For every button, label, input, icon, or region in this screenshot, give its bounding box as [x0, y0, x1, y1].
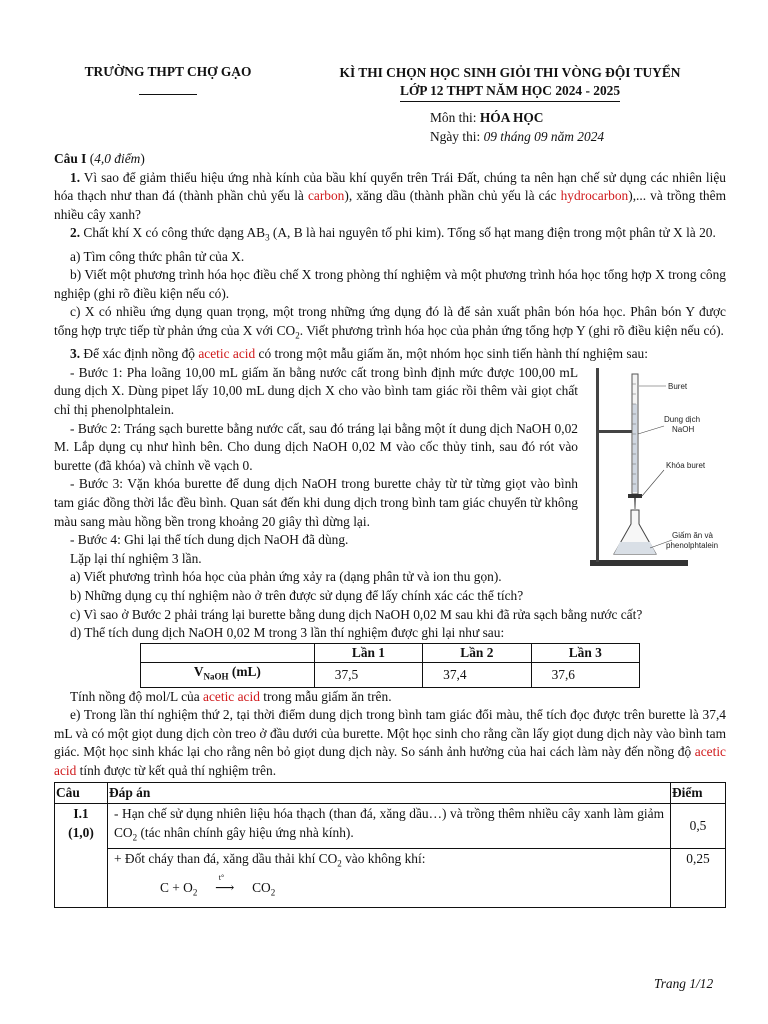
answer-2-line — [114, 850, 664, 873]
volume-table-row — [141, 663, 640, 687]
titration-apparatus-figure — [588, 364, 738, 574]
q3a-text: a) Viết phương trình hóa học của phản ứng xảy ra (dạng phân tử và ion thu gọn). — [70, 569, 502, 585]
q3b-text: b) Những dụng cụ thí nghiệm nào ở trên được sử dụng để lấy chính xác các thể tích? — [70, 588, 524, 603]
volume-table-header — [141, 643, 640, 663]
header-lan-1: Lần 1 — [314, 643, 422, 663]
answer-1-sub: 2 — [132, 832, 138, 843]
q2c-text — [54, 303, 726, 345]
eq-reactant-sub: 2 — [192, 888, 198, 898]
q3e-part-a: e) Trong lần thí nghiệm thứ 2, tại thời điểm dung dịch trong bình tam giác đổi màu, thể tích đọc được trên burette là 37,4 mL và có một giọt dung dịch còn treo ở đầu dưới của burette. Một học sinh cho rằng cần lấy giọt dung dịch này vào bình tam giác. Một học sinh khác lại cho rằng nên bỏ giọt dung dịch này. So sánh ảnh hưởng của hai cách làm này đến nồng độ — [54, 707, 726, 760]
subject-label: Môn thi: — [430, 110, 480, 125]
eq-product-sub: 2 — [270, 888, 276, 898]
reaction-arrow: t° ⟶ — [205, 879, 245, 898]
q3-text — [54, 345, 726, 364]
q2c-subscript: 2 — [295, 330, 300, 341]
q3-part-b: có trong một mẫu giấm ăn, một nhóm học sinh tiến hành thí nghiệm sau: — [255, 346, 648, 362]
answer-text-2 — [108, 849, 671, 908]
row-label-sub: NaOH — [203, 672, 229, 683]
q3e-text — [54, 706, 726, 780]
question-body — [54, 150, 726, 908]
answer-row — [55, 804, 726, 849]
row-label-unit: (mL) — [228, 664, 261, 680]
step-4: - Bước 4: Ghi lại thể tích dung dịch NaOH đã dùng. — [70, 532, 349, 548]
q1-part-c: ),... và trồng thêm nhiều cây xanh? — [54, 188, 726, 222]
date-label: Ngày thi: — [430, 129, 484, 144]
calc-part-a: Tính nồng độ mol/L của — [70, 688, 204, 704]
exam-meta — [430, 108, 604, 146]
eq-reactants: C + O — [160, 880, 193, 896]
header-cau: Câu — [55, 782, 108, 804]
q2c-part-b: . Viết phương trình hóa học của phản ứng tổng hợp Y (ghi rõ điều kiện nếu có). — [299, 323, 724, 339]
q2-part-a: Chất khí X có công thức dạng AB — [80, 225, 266, 241]
question-title: Câu I (4,0 điểm) — [54, 151, 145, 166]
cau-points: (1,0) — [68, 824, 94, 840]
answer-score-1: 0,5 — [671, 804, 726, 849]
answer-text-1 — [108, 804, 671, 849]
term-carbon: carbon — [307, 188, 345, 204]
repeat-note: Lặp lại thí nghiệm 3 lần. — [70, 550, 202, 566]
combustion-equation — [114, 873, 664, 902]
volume-table — [140, 643, 640, 688]
row-label-vnaoh — [141, 663, 315, 687]
q1-number: 1. — [70, 169, 81, 185]
label-buret: Buret — [668, 381, 688, 391]
answer-1-part-a: - Hạn chế sử dụng nhiên liệu hóa thạch (than đá, xăng dầu…) và trồng thêm nhiều cây xanh làm giảm CO — [114, 806, 664, 840]
q3c-text: c) Vì sao ở Bước 2 phải tráng lại burette bằng dung dịch NaOH 0,02 M sau khi đã rửa sạch bằng nước cất? — [70, 606, 643, 622]
cau-id: I.1 — [73, 806, 89, 822]
value-lan-2: 37,4 — [423, 663, 531, 687]
header-lan-2: Lần 2 — [423, 643, 531, 663]
value-lan-1: 37,5 — [314, 663, 422, 687]
date-line — [430, 127, 604, 146]
calc-text — [54, 688, 726, 707]
answer-row — [55, 849, 726, 908]
q3e-part-b: tính được từ kết quả thí nghiệm trên. — [76, 763, 277, 779]
answer-2-part-b: vào không khí: — [341, 851, 426, 867]
answer-table — [54, 782, 726, 908]
answer-2-sub: 2 — [337, 858, 342, 869]
step-1: - Bước 1: Pha loãng 10,00 mL giấm ăn bằng nước cất trong bình định mức được 100,00 mL dung dịch X. Dùng pipet lấy 10,00 mL dung dịch X cho vào bình tam giác rồi thêm vài giọt chất chỉ thị phenolphtalein. — [54, 364, 578, 418]
question-number: Câu I — [54, 151, 87, 166]
answer-table-header — [55, 782, 726, 804]
answer-score-2: 0,25 — [671, 849, 726, 908]
header-dap-an: Đáp án — [108, 782, 671, 804]
exam-title-line1: KÌ THI CHỌN HỌC SINH GIỎI THI VÒNG ĐỘI TUYỂN — [339, 65, 681, 80]
q2c-part-a: c) X có nhiều ứng dụng quan trọng, một trong những ứng dụng đó là để sản xuất phân bón hóa học. Phân bón Y được tổng hợp trực tiếp từ phản ứng của X với CO — [54, 304, 726, 339]
eq-condition: t° — [218, 873, 225, 883]
header-divider — [139, 94, 197, 95]
header-lan-3: Lần 3 — [531, 643, 639, 663]
subject-line — [430, 108, 604, 127]
exam-title-line2: LỚP 12 THPT NĂM HỌC 2024 - 2025 — [400, 82, 620, 102]
value-lan-3: 37,6 — [531, 663, 639, 687]
answer-1-part-b: (tác nhân chính gây hiệu ứng nhà kính). — [137, 824, 354, 840]
subject-value: HÓA HỌC — [479, 110, 544, 125]
school-name: TRƯỜNG THPT CHỢ GẠO — [84, 64, 252, 79]
exam-header — [290, 64, 730, 102]
school-header — [58, 64, 278, 95]
row-label-v: V — [193, 664, 204, 680]
step-3: - Bước 3: Vặn khóa burette để dung dịch NaOH trong burette chảy từ từ từng giọt vào bình tam giác đồng thời lắc đều bình. Quan sát đến khi dung dịch trong bình tam giác chuyển từ không màu sang màu hồng bền trong khoảng 20 giây thì dừng lại. — [54, 476, 578, 529]
label-naoh: NaOH — [672, 424, 695, 434]
term-hydrocarbon: hydrocarbon — [560, 188, 629, 204]
q1-part-a: Vì sao để giảm thiểu hiệu ứng nhà kính của bầu khí quyển trên Trái Đất, chúng ta nên hạn chế sử dụng các nhiên liệu hóa thạch như than đá (thành phần chủ yếu là — [54, 169, 726, 204]
term-acetic-acid-2: acetic acid — [203, 688, 260, 704]
label-dung-dich: Dung dịch — [664, 414, 701, 424]
q2b-text: b) Viết một phương trình hóa học điều chế X trong phòng thí nghiệm và một phương trình hóa học tổng hợp X trong công nghiệp (ghi rõ điều kiện nếu có). — [54, 267, 726, 301]
term-acetic-acid-3: acetic acid — [54, 744, 726, 779]
q3d-text: d) Thể tích dung dịch NaOH 0,02 M trong 3 lần thí nghiệm được ghi lại như sau: — [70, 625, 505, 641]
page-number: Trang 1/12 — [654, 976, 714, 991]
date-value: 09 tháng 09 năm 2024 — [483, 129, 605, 144]
step-2: - Bước 2: Tráng sạch burette bằng nước cất, sau đó tráng lại bằng một ít dung dịch NaOH 0,02 M. Lắp dụng cụ như hình bên. Cho dung dịch NaOH 0,02 M vào cốc thủy tinh, sau đó rót vào burette (đã khóa) và chỉnh về vạch 0. — [54, 420, 578, 473]
q3-number: 3. — [70, 346, 81, 362]
q2a-text: a) Tìm công thức phân tử của X. — [70, 248, 245, 264]
volume-table-corner — [141, 643, 315, 663]
label-giam-an: Giấm ăn và — [672, 530, 713, 540]
label-phenolphtalein: phenolphtalein — [666, 540, 719, 550]
eq-product: CO — [252, 880, 271, 896]
calc-part-b: trong mẫu giấm ăn trên. — [259, 688, 392, 704]
question-points: 4,0 điểm — [94, 151, 141, 166]
q1-part-b: ), xăng dầu (thành phần chủ yếu là các — [344, 188, 561, 204]
steps-column — [54, 364, 578, 569]
steps-with-figure — [54, 364, 726, 569]
q2-text — [54, 224, 726, 247]
q3-part-a: Để xác định nồng độ — [80, 346, 199, 362]
answer-cau-cell — [55, 804, 108, 907]
q2-subscript: 3 — [265, 233, 270, 244]
answer-2-part-a: + Đốt cháy than đá, xăng dầu thải khí CO — [114, 851, 338, 867]
header-diem: Điểm — [671, 782, 726, 804]
term-acetic-acid: acetic acid — [198, 346, 256, 362]
q1-text — [54, 169, 726, 225]
q2-part-b: (A, B là hai nguyên tố phi kim). Tổng số hạt mang điện trong một phân tử X là 20. — [269, 225, 716, 241]
label-khoa-buret: Khóa buret — [666, 460, 706, 470]
q2-number: 2. — [70, 225, 81, 241]
